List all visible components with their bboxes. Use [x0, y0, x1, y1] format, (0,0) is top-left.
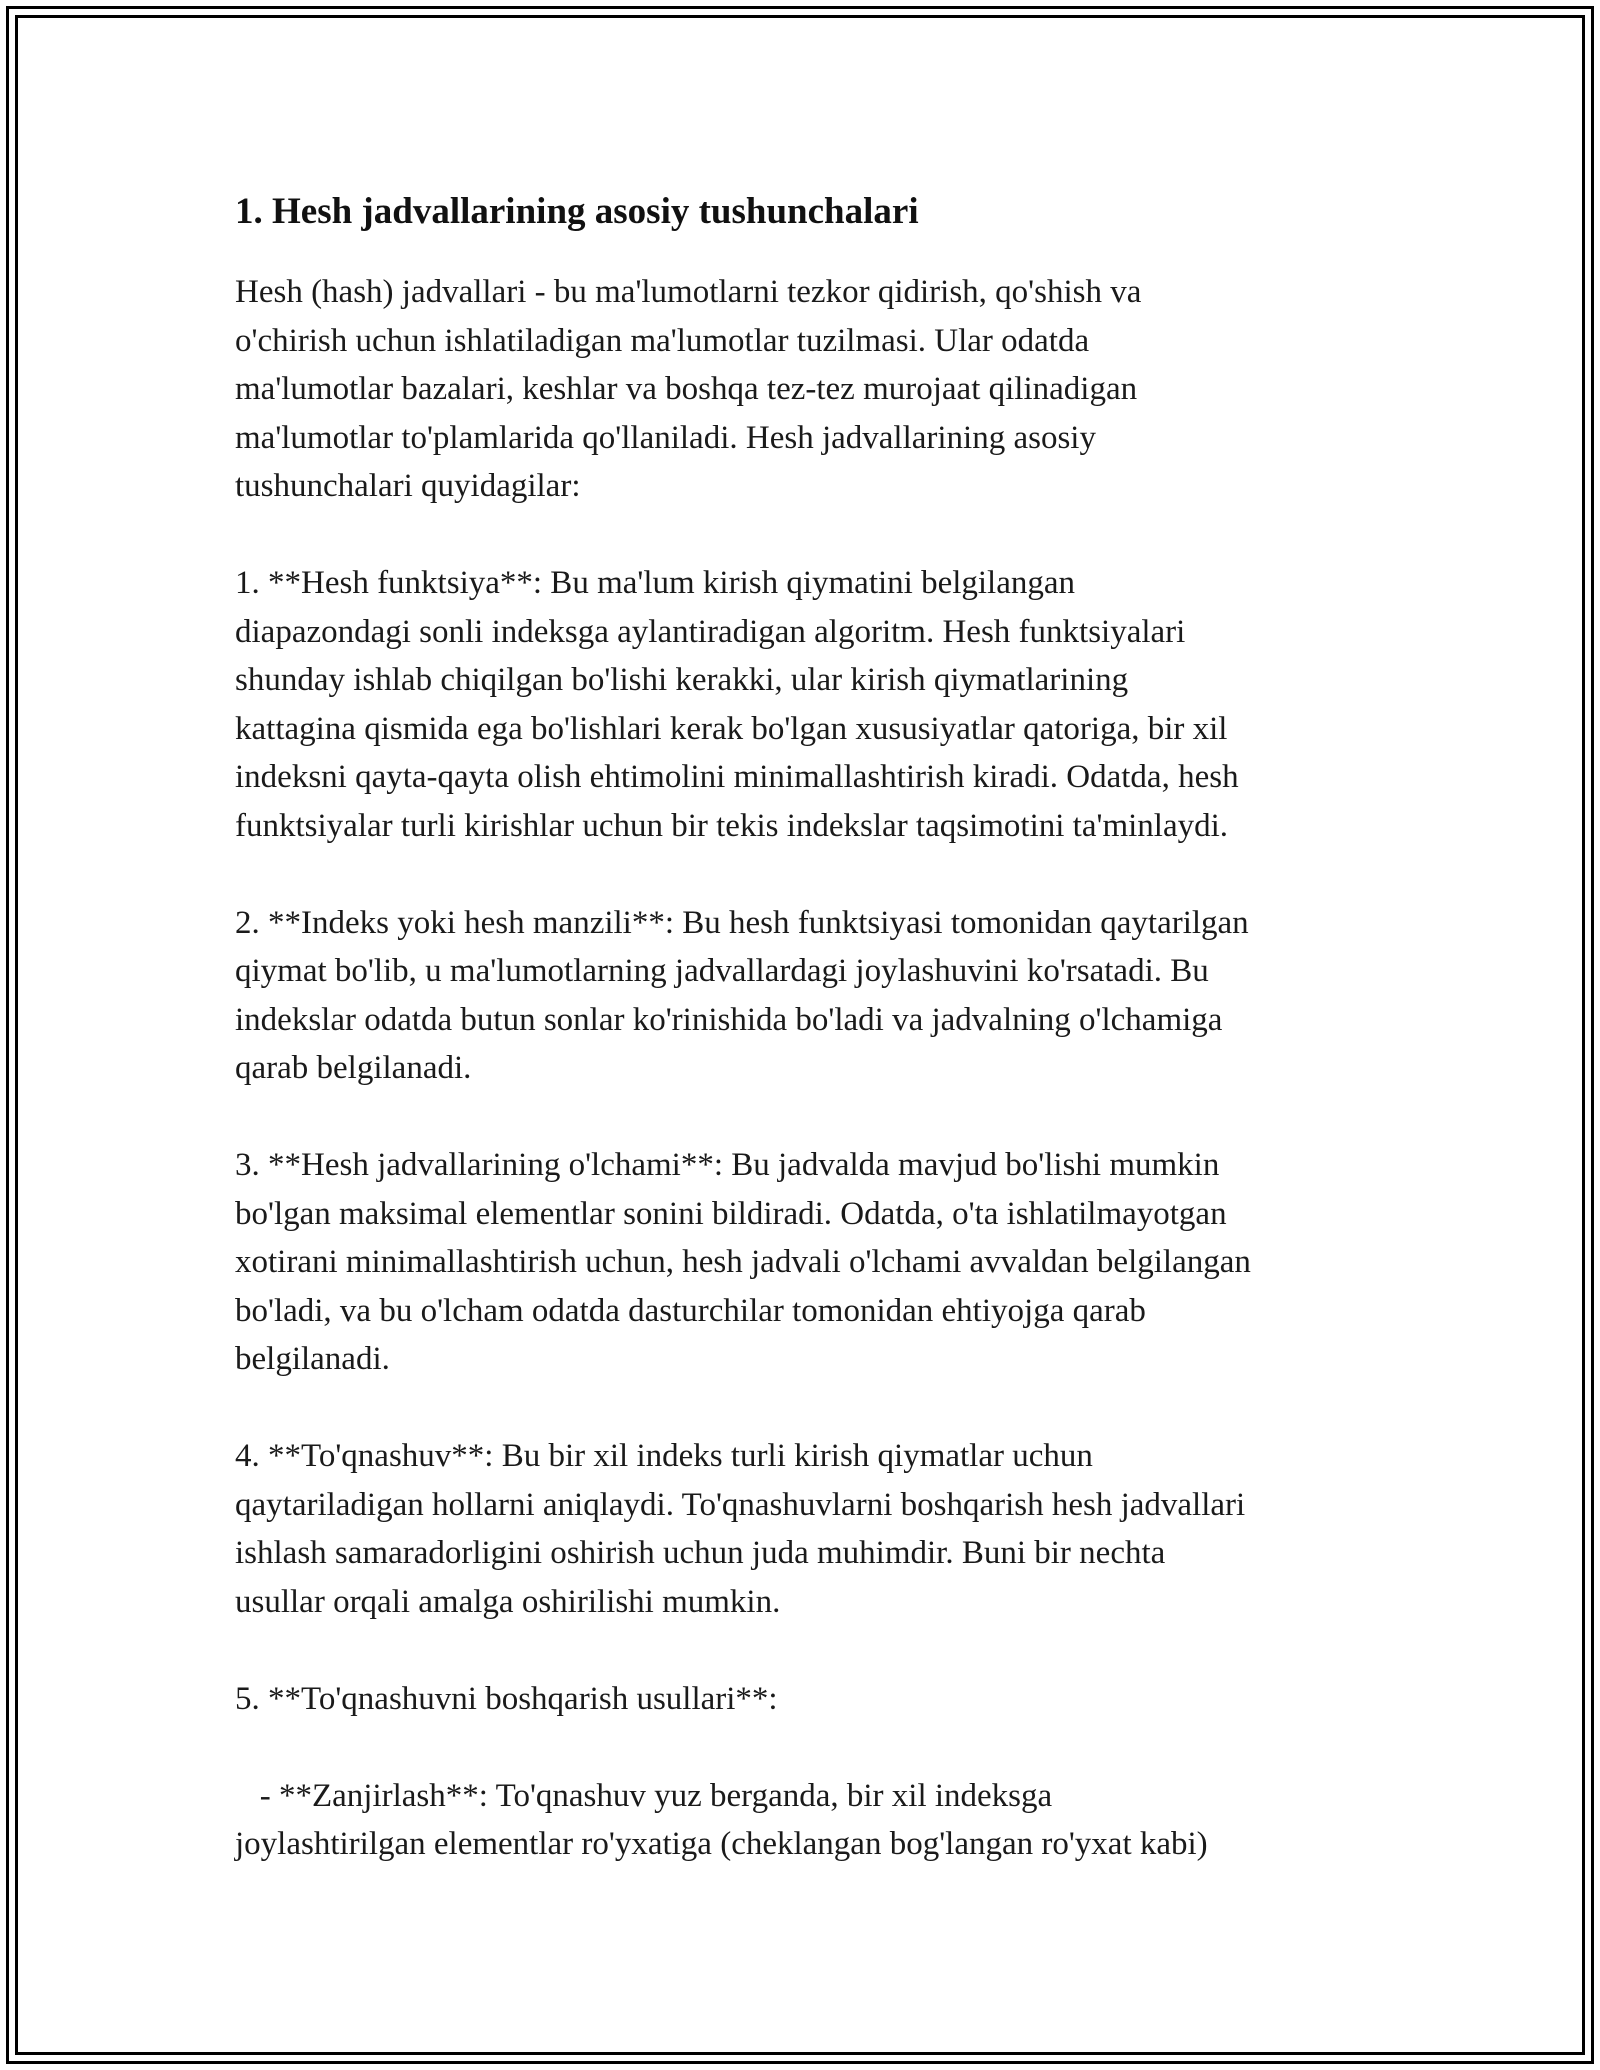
paragraph-collision: 4. **To'qnashuv**: Bu bir xil indeks turli kirish qiymatlar uchun qaytariladigan hollarni aniqlaydi. To'qnashuvlarni boshqarish hesh jadvallari ishlash samaradorligini oshirish uchun juda muhimdir. Buni bir nechta usullar orqali amalga oshirilishi mumkin. — [235, 1438, 1246, 1620]
paragraph-spacer — [235, 1626, 1370, 1675]
paragraph-intro: Hesh (hash) jadvallari - bu ma'lumotlarni tezkor qidirish, qo'shish va o'chirish uchun ishlatiladigan ma'lumotlar tuzilmasi. Ular odatda ma'lumotlar bazalari, keshlar va boshqa tez-tez murojaat qilinadigan ma'lumotlar to'plamlarida qo'llaniladi. Hesh jadvallarining asosiy tushunchalari quyidagilar: — [235, 274, 1142, 504]
paragraph-spacer — [235, 1723, 1370, 1772]
paragraph-spacer — [235, 1384, 1370, 1433]
paragraph-chaining: - **Zanjirlash**: To'qnashuv yuz berganda, bir xil indeksga joylashtirilgan elementlar ro'yxatiga (cheklangan bog'langan ro'yxat kabi) — [235, 1777, 1208, 1862]
paragraph-table-size: 3. **Hesh jadvallarining o'lchami**: Bu jadvalda mavjud bo'lishi mumkin bo'lgan maksimal elementlar sonini bildiradi. Odatda, o'ta ishlatilmayotgan xotirani minimallashtirish uchun, hesh jadvali o'lchami avvaldan belgilangan bo'ladi, va bu o'lcham odatda dasturchilar tomonidan ehtiyojga qarab belgilanadi. — [235, 1147, 1251, 1377]
document-title: 1. Hesh jadvallarining asosiy tushunchalari — [235, 191, 919, 232]
paragraph-index-hash-address: 2. **Indeks yoki hesh manzili**: Bu hesh funktsiyasi tomonidan qaytarilgan qiymat bo'lib, u ma'lumotlarning jadvallardagi joylashuvini ko'rsatadi. Bu indekslar odatda butun sonlar ko'rinishida bo'ladi va jadvalning o'lchamiga qarab belgilanadi. — [235, 904, 1249, 1086]
paragraph-spacer — [235, 511, 1370, 560]
paragraph-collision-methods: 5. **To'qnashuvni boshqarish usullari**: — [235, 1680, 778, 1717]
document-body — [235, 186, 1370, 1869]
paragraph-spacer — [235, 850, 1370, 899]
paragraph-hash-function: 1. **Hesh funktsiya**: Bu ma'lum kirish qiymatini belgilangan diapazondagi sonli indeksga aylantiradigan algoritm. Hesh funktsiyalari shunday ishlab chiqilgan bo'lishi kerakki, ular kirish qiymatlarining kattagina qismida ega bo'lishlari kerak bo'lgan xususiyatlar qatoriga, bir xil indeksni qayta-qayta olish ehtimolini minimallashtirish kiradi. Odatda, hesh funktsiyalar turli kirishlar uchun bir tekis indekslar taqsimotini ta'minlaydi. — [235, 565, 1239, 844]
paragraph-spacer — [235, 1093, 1370, 1142]
